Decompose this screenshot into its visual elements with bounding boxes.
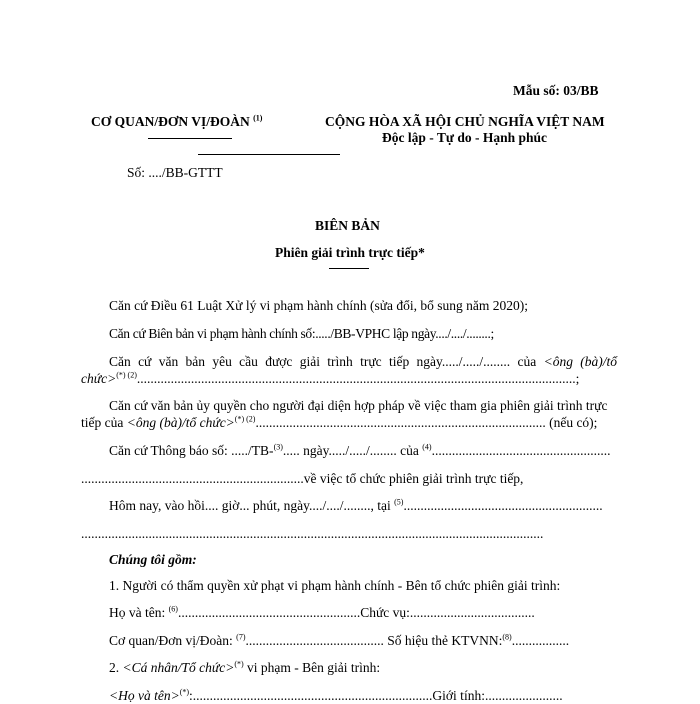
basis-law-paragraph: Căn cứ Điều 61 Luật Xử lý vi phạm hành chính (sửa đổi, bổ sung năm 2020);: [109, 298, 529, 313]
motto-underline: [198, 154, 340, 155]
agency-name: CƠ QUAN/ĐƠN VỊ/ĐOÀN: [91, 114, 250, 129]
form-number: Mẫu số: 03/BB: [513, 83, 599, 98]
country-name: CỘNG HÒA XÃ HỘI CHỦ NGHĨA VIỆT NAM: [325, 114, 605, 129]
basis-authorization-line-1: Căn cứ văn bản ủy quyền cho người đại diện hợp pháp về việc tham gia phiên giải trình trực: [109, 398, 608, 413]
agency-footnote: (1): [253, 113, 263, 123]
meeting-time-line-2: .........................................................................................................................................: [81, 526, 544, 541]
document-number: Số: ..../BB-GTTT: [127, 165, 223, 180]
agency-header: [91, 114, 262, 130]
basis-notice-line-2: ..................................................................về việc tổ chức phiên giải trình trực tiếp,: [81, 471, 524, 486]
basis-notice-line-1: Căn cứ Thông báo số: ...../TB-$^{(3)}$..... ngày...../...../........ của $^{(4)}$.....................................................: [109, 442, 611, 458]
participant-name-line: Họ và tên: $^{(6)}$......................................................Chức vụ:.....................................: [109, 604, 535, 620]
document-subtitle: Phiên giải trình trực tiếp*: [275, 245, 425, 260]
national-motto: Độc lập - Tự do - Hạnh phúc: [382, 130, 548, 145]
basis-authorization-line-2: tiếp của <ông (bà)/tổ chức>$^{(*) (2)}$...................................................................................... (nếu có);: [81, 414, 598, 430]
basis-record-paragraph: Căn cứ Biên bản vi phạm hành chính số:...../BB-VPHC lập ngày..../..../........;: [109, 326, 494, 341]
meeting-time-line-1: Hôm nay, vào hồi.... giờ... phút, ngày..../..../........, tại $^{(5)}$...........................................................: [109, 497, 603, 513]
participant-item-2: 2. <Cá nhân/Tổ chức>(*) vi phạm - Bên giải trình:: [109, 659, 381, 675]
basis-request-line-2: chức>$^{(*) (2)}$..................................................................................................................................;: [81, 370, 580, 386]
participant-agency-line: Cơ quan/Đơn vị/Đoàn: $^{(7)}$......................................... Số hiệu thẻ KTVNN:$^{(8)}$.................: [109, 632, 570, 648]
participant-item-1: 1. Người có thẩm quyền xử phạt vi phạm hành chính - Bên tổ chức phiên giải trình:: [109, 578, 561, 593]
document-title: BIÊN BẢN: [315, 218, 380, 233]
basis-request-line-1: Căn cứ văn bản yêu cầu được giải trình trực tiếp ngày...../...../........ của <ông (bà)/tổ: [109, 354, 618, 369]
agency-underline: [148, 138, 232, 139]
violator-name-line: <Họ và tên>(*):.......................................................................Giới tính:.......................: [109, 687, 563, 703]
title-underline: [329, 268, 369, 269]
participants-heading: Chúng tôi gồm:: [109, 552, 197, 567]
